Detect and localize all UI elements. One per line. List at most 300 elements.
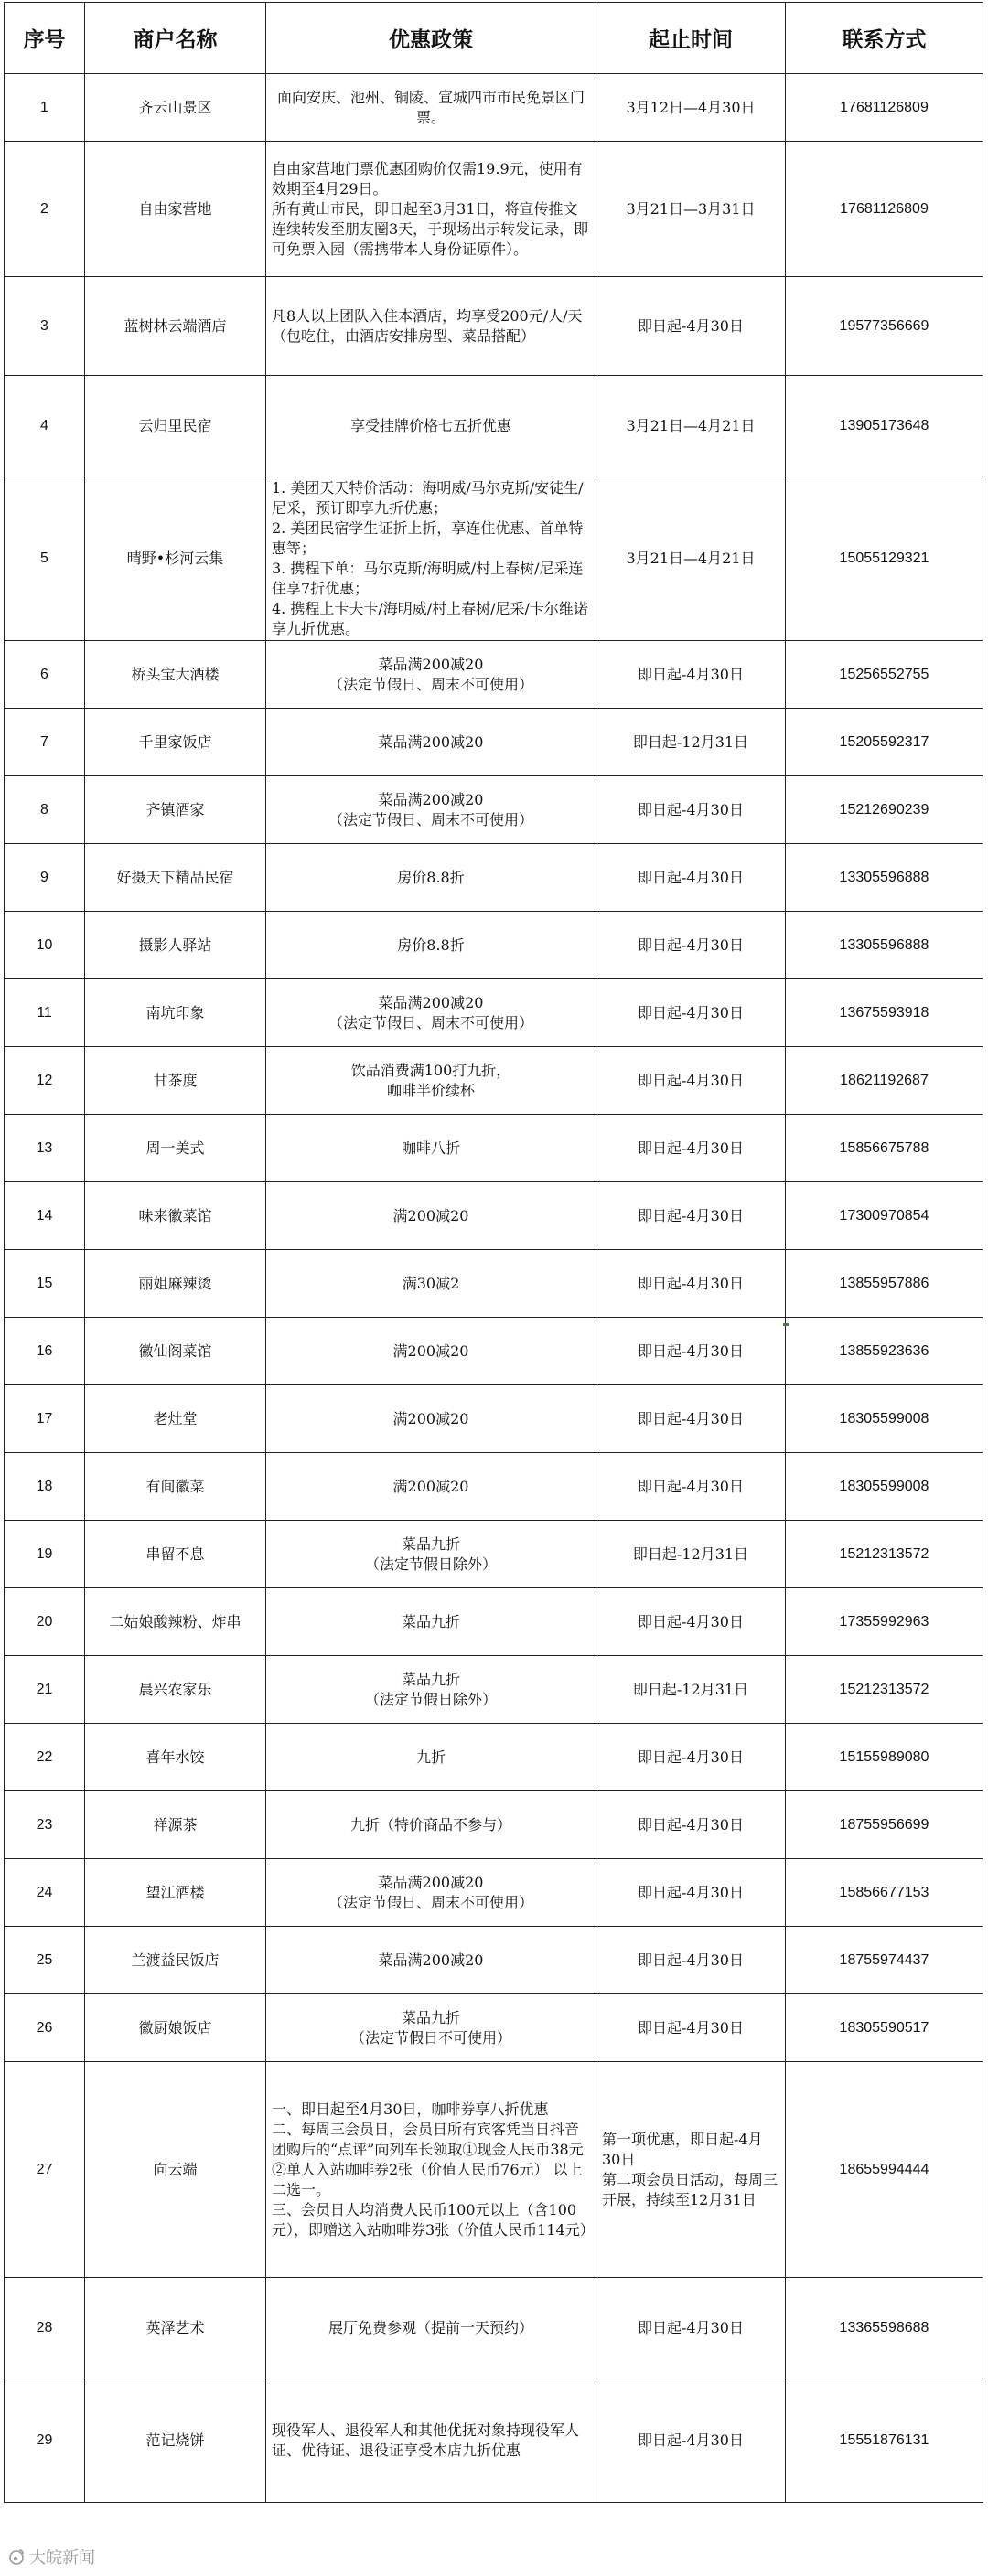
merchant-name-cell-text: 串留不息 [145,1545,205,1563]
contact-cell-text: 13675593918 [839,1004,929,1021]
contact-cell-text: 15256552755 [839,666,929,682]
discount-policy-cell [266,277,596,376]
contact-cell-text: 15055129321 [839,550,929,566]
merchant-name-cell [85,2278,266,2378]
discount-policy-cell-text: 饮品消费满100打九折， 咖啡半价续杯 [350,1061,511,1099]
table-body [5,74,983,2503]
merchant-name-cell [85,1318,266,1385]
merchant-name-cell [85,74,266,142]
contact-cell-text: 19577356669 [839,317,929,334]
discount-policy-cell-text: 自由家营地门票优惠团购价仅需19.9元，使用有效期至4月29日。 所有黄山市民，即日起至3月31日，将宣传推文连续转发至朋友圈3天，于现场出示转发记录，即可免票入园（需携带本人身份证原件）。 [272,159,589,258]
table-row [5,1182,983,1250]
merchant-name-cell-text: 喜年水饺 [145,1748,205,1766]
serial-number-cell-text: 20 [36,1613,53,1630]
table-row [5,1588,983,1656]
table-row [5,1724,983,1791]
merchant-name-cell [85,641,266,709]
serial-number-cell [5,1859,85,1927]
period-cell [596,1656,786,1724]
table-row [5,74,983,142]
contact-cell [786,776,983,844]
period-cell [596,1318,786,1385]
contact-cell [786,1047,983,1115]
contact-cell-text: 15212690239 [839,801,929,818]
discount-policy-cell [266,74,596,142]
serial-number-cell-text: 3 [40,317,48,334]
table-row [5,2278,983,2378]
table-row [5,1791,983,1859]
discount-policy-cell-text: 九折（特价商品不参与） [349,1815,511,1833]
contact-cell [786,709,983,776]
merchant-name-cell [85,1047,266,1115]
contact-cell-text: 15212313572 [839,1681,929,1697]
table-row [5,1521,983,1588]
serial-number-cell-text: 1 [40,99,48,115]
discount-policy-cell [266,1250,596,1318]
discount-policy-cell [266,476,596,641]
contact-cell [786,641,983,709]
contact-cell-text: 13365598688 [839,2319,929,2336]
contact-cell [786,1994,983,2062]
merchant-name-cell [85,1115,266,1182]
serial-number-cell [5,142,85,277]
serial-number-cell-text: 14 [36,1207,53,1224]
contact-cell [786,142,983,277]
discount-policy-cell-text: 菜品九折 （法定节假日不可使用） [349,2008,511,2047]
serial-number-cell [5,844,85,912]
contact-cell [786,2278,983,2378]
contact-cell [786,1588,983,1656]
contact-cell-text: 15155989080 [839,1748,929,1765]
serial-number-cell [5,1318,85,1385]
merchant-name-cell-text: 甘茶度 [153,1071,198,1089]
contact-cell [786,1453,983,1521]
contact-cell [786,1521,983,1588]
header-contact: 联系方式 [786,3,983,74]
merchant-name-cell-text: 齐云山景区 [138,98,212,116]
period-cell [596,1385,786,1453]
discount-policy-cell-text: 满200减20 [392,1341,469,1360]
table-header-row [5,3,983,74]
contact-cell [786,1791,983,1859]
discount-policy-cell [266,1791,596,1859]
period-cell-text: 即日起-4月30日 [638,1341,744,1360]
merchant-name-cell-text: 味来徽菜馆 [138,1206,212,1224]
merchant-name-cell-text: 齐镇酒家 [145,800,205,818]
contact-cell-text: 17681126809 [840,200,929,217]
merchant-name-cell [85,1453,266,1521]
discount-policy-cell [266,776,596,844]
period-cell [596,1115,786,1182]
period-cell [596,641,786,709]
serial-number-cell [5,1724,85,1791]
contact-cell-text: 18305599008 [839,1478,929,1494]
contact-cell [786,844,983,912]
contact-cell-text: 17300970854 [839,1207,929,1224]
discount-policy-cell [266,1521,596,1588]
discount-policy-cell [266,1656,596,1724]
period-cell-text: 3月21日—3月31日 [626,199,756,218]
merchant-name-cell-text: 南坑印象 [145,1003,205,1021]
discount-policy-cell-text: 菜品九折 （法定节假日除外） [364,1670,497,1708]
table-row [5,2378,983,2503]
contact-cell [786,1115,983,1182]
contact-cell [786,2378,983,2503]
period-cell [596,74,786,142]
serial-number-cell-text: 13 [36,1139,53,1156]
table-row [5,1656,983,1724]
serial-number-cell-text: 17 [36,1410,53,1427]
contact-cell-text: 18755956699 [839,1816,929,1833]
period-cell-text: 即日起-4月30日 [638,2318,744,2336]
period-cell [596,142,786,277]
period-cell [596,912,786,979]
period-cell-text: 第一项优惠，即日起-4月30日 第二项会员日活动，每周三开展，持续至12月31日 [602,2130,779,2208]
discount-policy-cell [266,1927,596,1994]
merchant-name-cell [85,2062,266,2278]
discount-policy-cell-text: 菜品满200减20 （法定节假日、周末不可使用） [328,655,533,693]
serial-number-cell [5,1250,85,1318]
serial-number-cell [5,709,85,776]
discount-policy-cell-text: 房价8.8折 [397,868,465,886]
contact-cell [786,979,983,1047]
period-cell [596,1994,786,2062]
serial-number-cell-text: 11 [37,1004,52,1021]
discount-policy-cell-text: 菜品满200减20 （法定节假日、周末不可使用） [328,790,533,828]
serial-number-cell-text: 26 [36,2019,53,2036]
discount-policy-cell-text: 菜品满200减20 [378,1951,484,1969]
period-cell [596,979,786,1047]
discount-policy-cell [266,1115,596,1182]
serial-number-cell-text: 2 [40,200,48,217]
contact-cell [786,1927,983,1994]
header-merchant-name: 商户名称 [85,3,266,74]
period-cell-text: 即日起-4月30日 [638,1612,744,1630]
contact-cell-text: 13855957886 [839,1275,929,1291]
contact-cell [786,376,983,476]
merchant-name-cell-text: 二姑娘酸辣粉、炸串 [109,1612,242,1630]
table-row [5,1859,983,1927]
merchant-name-cell [85,776,266,844]
contact-cell [786,1182,983,1250]
discount-policy-cell [266,1724,596,1791]
serial-number-cell-text: 28 [36,2319,53,2336]
table-row [5,912,983,979]
discount-policy-cell-text: 享受挂牌价格七五折优惠 [349,416,511,434]
discount-policy-cell-text: 凡8人以上团队入住本酒店，均享受200元/人/天（包吃住，由酒店安排房型、菜品搭配） [272,306,583,345]
serial-number-cell [5,1927,85,1994]
period-cell-text: 即日起-4月30日 [638,316,744,335]
period-cell-text: 即日起-4月30日 [638,2431,744,2449]
serial-number-cell-text: 22 [36,1748,53,1765]
table-row [5,1453,983,1521]
serial-number-cell [5,277,85,376]
discount-policy-cell-text: 1. 美团天天特价活动：海明威/马尔克斯/安徒生/尼采，预订即享九折优惠； 2. 美团民宿学生证折上折，享连住优惠、首单特惠等； 3. 携程下单：马尔克斯/海明威/村上春树/尼采连住享7折优惠； 4. 携程上卡夫卡/海明威/村上春树/尼采/卡尔维诺享九折优惠。 [272,478,588,637]
period-cell [596,1859,786,1927]
discount-policy-cell [266,2062,596,2278]
discount-policy-cell [266,2378,596,2503]
serial-number-cell-text: 23 [36,1816,53,1833]
discount-policy-cell [266,979,596,1047]
serial-number-cell [5,979,85,1047]
merchant-name-cell-text: 兰渡益民饭店 [131,1951,220,1969]
serial-number-cell [5,2062,85,2278]
merchant-name-cell-text: 丽姐麻辣烫 [138,1274,212,1292]
discount-policy-cell-text: 面向安庆、池州、铜陵、宣城四市市民免景区门票。 [276,88,585,126]
serial-number-cell [5,1047,85,1115]
table-row [5,2062,983,2278]
period-cell-text: 即日起-4月30日 [638,2018,744,2036]
discount-policy-cell [266,641,596,709]
contact-cell [786,277,983,376]
period-cell-text: 即日起-4月30日 [638,1815,744,1833]
contact-cell-text: 18305590517 [839,2019,929,2036]
table-row [5,1250,983,1318]
discount-policy-cell-text: 现役军人、退役军人和其他优抚对象持现役军人证、优待证、退役证享受本店九折优惠 [272,2421,580,2459]
contact-cell [786,74,983,142]
merchant-name-cell-text: 周一美式 [145,1138,205,1157]
header-period: 起止时间 [596,3,786,74]
contact-cell-text: 15212313572 [839,1545,929,1562]
merchant-name-cell [85,1791,266,1859]
stray-green-mark [783,1323,789,1326]
contact-cell [786,476,983,641]
merchant-name-cell-text: 晨兴农家乐 [138,1680,212,1698]
table-row [5,1115,983,1182]
contact-cell-text: 15856677153 [839,1884,929,1900]
period-cell-text: 即日起-12月31日 [632,1545,749,1563]
period-cell-text: 即日起-4月30日 [638,1409,744,1427]
merchant-name-cell-text: 范记烧饼 [145,2431,205,2449]
discount-policy-cell [266,2278,596,2378]
discount-policy-cell-text: 一、即日起至4月30日，咖啡券享八折优惠 二、每周三会员日，会员日所有宾客凭当日抖音团购后的“点评”向列车长领取①现金人民币38元②单人入站咖啡券2张（价值人民币76元） 以上二选一。 三、会员日人均消费人民币100元以上（含100元），即赠送入站咖啡券3张（价值人民币114元） [272,2100,595,2239]
merchant-name-cell-text: 好摄天下精品民宿 [116,868,234,886]
discount-policy-cell-text: 满200减20 [392,1409,469,1427]
table-row [5,1047,983,1115]
serial-number-cell [5,912,85,979]
merchant-name-cell [85,476,266,641]
period-cell [596,2378,786,2503]
merchant-name-cell-text: 自由家营地 [138,199,212,218]
table-row [5,1994,983,2062]
discount-policy-cell-text: 九折 [415,1748,446,1766]
discount-policy-cell [266,1182,596,1250]
period-cell-text: 即日起-4月30日 [638,868,744,886]
period-cell [596,277,786,376]
discount-policy-cell [266,142,596,277]
contact-cell [786,1385,983,1453]
table-row [5,142,983,277]
table-row [5,1385,983,1453]
merchant-name-cell-text: 徽仙阁菜馆 [138,1341,212,1360]
serial-number-cell-text: 15 [36,1275,53,1291]
weibo-style-watermark-icon [7,2548,26,2566]
period-cell-text: 即日起-4月30日 [638,1883,744,1901]
period-cell-text: 即日起-4月30日 [638,1748,744,1766]
discount-policy-cell-text: 菜品满200减20 [378,732,484,751]
merchant-name-cell-text: 摄影人驿站 [138,935,212,954]
table-row [5,277,983,376]
merchant-name-cell [85,1588,266,1656]
discount-policy-cell-text: 菜品满200减20 （法定节假日、周末不可使用） [328,1873,533,1911]
period-cell-text: 即日起-4月30日 [638,935,744,954]
contact-cell-text: 13855923636 [839,1342,929,1359]
merchant-name-cell [85,1859,266,1927]
header-serial-number: 序号 [5,3,85,74]
period-cell [596,476,786,641]
serial-number-cell-text: 16 [36,1342,53,1359]
period-cell-text: 3月21日—4月21日 [626,416,756,434]
period-cell-text: 即日起-4月30日 [638,1071,744,1089]
period-cell [596,1521,786,1588]
period-cell-text: 即日起-4月30日 [638,1138,744,1157]
discount-policy-cell [266,1385,596,1453]
discount-policy-cell [266,1994,596,2062]
merchant-name-cell-text: 望江酒楼 [145,1883,205,1901]
contact-cell [786,1724,983,1791]
discount-policy-cell [266,1453,596,1521]
contact-cell [786,1250,983,1318]
serial-number-cell [5,1182,85,1250]
serial-number-cell [5,641,85,709]
serial-number-cell-text: 9 [40,869,48,885]
period-cell [596,2062,786,2278]
contact-cell-text: 17681126809 [840,99,929,115]
period-cell [596,1724,786,1791]
contact-cell [786,2062,983,2278]
merchant-name-cell-text: 云归里民宿 [138,416,212,434]
contact-cell-text: 18755974437 [839,1951,929,1968]
discount-policy-cell [266,1047,596,1115]
table-row [5,476,983,641]
period-cell [596,844,786,912]
discount-policy-cell-text: 菜品九折 [401,1612,460,1630]
table-row [5,641,983,709]
serial-number-cell [5,1791,85,1859]
period-cell [596,1250,786,1318]
discount-policy-cell [266,1588,596,1656]
period-cell [596,376,786,476]
serial-number-cell-text: 10 [36,936,53,953]
merchant-name-cell [85,277,266,376]
watermark-text: 大皖新闻 [29,2549,95,2568]
period-cell-text: 3月12日—4月30日 [626,98,756,116]
merchant-name-cell-text: 千里家饭店 [138,732,212,751]
table-row [5,979,983,1047]
merchant-name-cell [85,1656,266,1724]
period-cell [596,1927,786,1994]
merchant-name-cell-text: 老灶堂 [153,1409,198,1427]
merchant-name-cell [85,912,266,979]
table-row [5,1927,983,1994]
merchant-name-cell [85,709,266,776]
serial-number-cell-text: 24 [36,1884,53,1900]
period-cell [596,1453,786,1521]
watermark [7,2545,95,2569]
merchant-name-cell [85,1927,266,1994]
serial-number-cell [5,74,85,142]
merchant-name-cell-text: 祥源茶 [153,1815,198,1833]
discount-policy-cell-text: 满200减20 [392,1206,469,1224]
merchant-name-cell-text: 英泽艺术 [145,2318,205,2336]
serial-number-cell-text: 29 [36,2432,53,2448]
merchant-name-cell [85,1521,266,1588]
serial-number-cell-text: 12 [36,1072,53,1088]
table-row [5,776,983,844]
table-row [5,844,983,912]
discount-policy-cell-text: 房价8.8折 [397,935,465,954]
merchant-name-cell-text: 桥头宝大酒楼 [131,665,220,683]
discount-policy-cell [266,844,596,912]
merchant-name-cell [85,1994,266,2062]
serial-number-cell [5,1994,85,2062]
period-cell-text: 3月21日—4月21日 [626,549,756,567]
serial-number-cell-text: 19 [36,1545,53,1562]
period-cell-text: 即日起-4月30日 [638,1206,744,1224]
merchant-name-cell [85,1250,266,1318]
serial-number-cell-text: 7 [40,733,48,750]
period-cell-text: 即日起-12月31日 [632,1680,749,1698]
serial-number-cell [5,376,85,476]
contact-cell-text: 15205592317 [839,733,929,750]
discount-policy-cell-text: 展厅免费参观（提前一天预约） [328,2318,533,2336]
period-cell [596,1791,786,1859]
serial-number-cell [5,1521,85,1588]
contact-cell [786,1318,983,1385]
period-cell [596,776,786,844]
period-cell-text: 即日起-12月31日 [632,732,749,751]
serial-number-cell [5,476,85,641]
contact-cell-text: 17355992963 [839,1613,929,1630]
table-row [5,709,983,776]
discount-policy-cell-text: 满30减2 [402,1274,460,1292]
period-cell-text: 即日起-4月30日 [638,665,744,683]
discount-policy-cell [266,912,596,979]
serial-number-cell [5,1453,85,1521]
period-cell [596,1047,786,1115]
contact-cell [786,1656,983,1724]
serial-number-cell [5,1115,85,1182]
serial-number-cell [5,1656,85,1724]
table-row [5,1318,983,1385]
period-cell-text: 即日起-4月30日 [638,1274,744,1292]
merchant-name-cell-text: 徽厨娘饭店 [138,2018,212,2036]
discount-policy-cell-text: 菜品九折 （法定节假日除外） [364,1534,497,1573]
serial-number-cell-text: 21 [36,1681,53,1697]
period-cell-text: 即日起-4月30日 [638,1951,744,1969]
discount-policy-cell-text: 菜品满200减20 （法定节假日、周末不可使用） [328,993,533,1031]
contact-cell-text: 18305599008 [839,1410,929,1427]
merchant-name-cell [85,979,266,1047]
merchant-name-cell-text: 有间徽菜 [145,1477,205,1495]
merchant-name-cell [85,844,266,912]
merchant-name-cell [85,1182,266,1250]
contact-cell-text: 18621192687 [840,1072,929,1088]
discount-policy-cell [266,376,596,476]
merchant-name-cell-text: 向云端 [153,2160,198,2178]
contact-cell [786,912,983,979]
merchant-name-cell-text: 晴野•杉河云集 [126,549,224,567]
serial-number-cell-text: 18 [36,1478,53,1494]
serial-number-cell-text: 8 [40,801,48,818]
period-cell [596,2278,786,2378]
serial-number-cell [5,2378,85,2503]
serial-number-cell-text: 25 [36,1951,53,1968]
period-cell-text: 即日起-4月30日 [638,1477,744,1495]
merchant-name-cell [85,376,266,476]
serial-number-cell-text: 27 [36,2161,53,2177]
header-discount-policy: 优惠政策 [266,3,596,74]
